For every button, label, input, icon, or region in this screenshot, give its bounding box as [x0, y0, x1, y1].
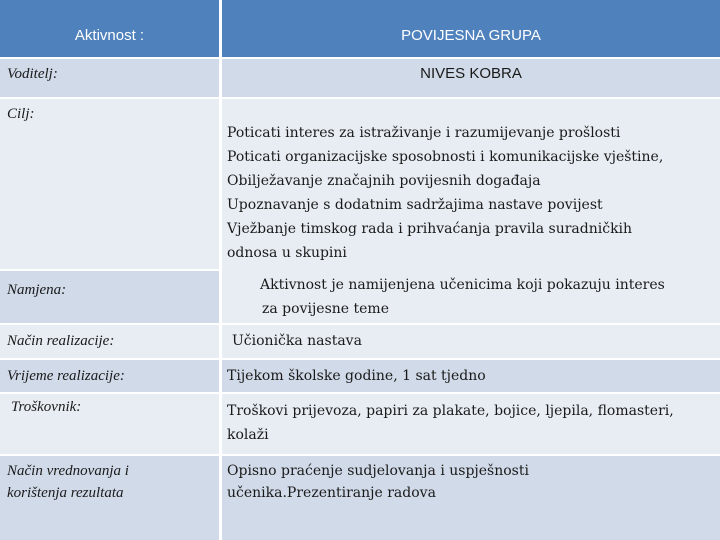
troskovnik-line: Troškovi prijevoza, papiri za plakate, bojice, ljepila, flomasteri, — [227, 403, 674, 419]
namjena-line: Aktivnost je namijenjena učenicima koji pokazuju interes — [260, 277, 665, 293]
header-label-cell — [0, 0, 219, 57]
namjena-value — [260, 273, 665, 321]
namjena-line: za povijesne teme — [262, 301, 389, 317]
troskovnik-label-cell — [0, 394, 219, 454]
cilj-label: Cilj: — [7, 106, 35, 122]
vrednovanje-line: Opisno praćenje sudjelovanja i uspješnosti — [227, 463, 529, 479]
cilj-goals — [227, 121, 663, 265]
vrijeme-realizacije-label: Vrijeme realizacije: — [7, 368, 125, 384]
troskovnik-label: Troškovnik: — [11, 399, 82, 415]
vrednovanje-value — [227, 460, 529, 504]
vrijeme-realizacije-label-cell — [0, 360, 219, 392]
nacin-realizacije-value: Učionička nastava — [232, 333, 362, 349]
namjena-label-cell — [0, 271, 219, 323]
voditelj-label-cell — [0, 59, 219, 97]
goal-line: Poticati interes za istraživanje i razumijevanje prošlosti — [227, 125, 621, 141]
vrednovanje-line: učenika.Prezentiranje radova — [227, 485, 436, 501]
vrednovanje-label-line: korištenja rezultata — [7, 485, 124, 501]
header-value: POVIJESNA GRUPA — [401, 27, 541, 44]
voditelj-label: Voditelj: — [7, 66, 58, 82]
vrednovanje-label-line: Način vrednovanja i — [7, 463, 129, 479]
goal-line: Poticati organizacijske sposobnosti i komunikacijske vještine, — [227, 149, 664, 165]
vrednovanje-label-cell — [0, 456, 219, 540]
nacin-realizacije-value-cell — [222, 325, 720, 358]
nacin-realizacije-label-cell — [0, 325, 219, 358]
goal-line: Vježbanje timskog rada i prihvaćanja pravila suradničkih — [227, 221, 633, 237]
vrijeme-realizacije-value-cell — [222, 360, 720, 392]
goal-line: odnosa u skupini — [227, 245, 347, 261]
header-label: Aktivnost : — [74, 27, 145, 44]
vrijeme-realizacije-value: Tijekom školske godine, 1 sat tjedno — [227, 368, 486, 384]
goal-line: Upoznavanje s dodatnim sadržajima nastave povijest — [227, 197, 603, 213]
nacin-realizacije-label: Način realizacije: — [7, 333, 115, 349]
voditelj-value: NIVES KOBRA — [420, 65, 522, 82]
header-value-cell — [222, 0, 720, 57]
vrednovanje-value-cell — [222, 456, 720, 540]
vrednovanje-label — [7, 460, 129, 504]
troskovnik-value-cell — [222, 394, 720, 454]
voditelj-value-cell — [222, 59, 720, 97]
troskovnik-line: kolaži — [227, 427, 269, 443]
troskovnik-value — [227, 399, 674, 447]
cilj-namjena-value-cell — [222, 99, 720, 323]
cilj-label-cell — [0, 99, 219, 269]
goal-line: Obilježavanje značajnih povijesnih događaja — [227, 173, 541, 189]
namjena-label: Namjena: — [7, 282, 67, 298]
